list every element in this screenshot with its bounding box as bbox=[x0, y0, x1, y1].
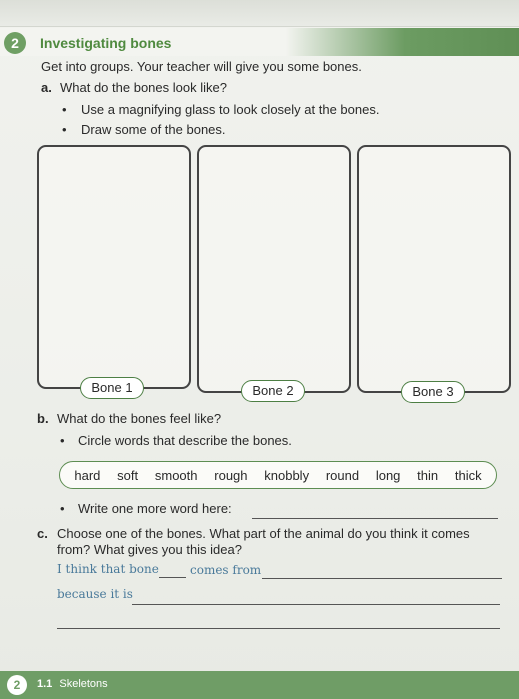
part-b-question: What do the bones feel like? bbox=[57, 411, 222, 426]
word-option[interactable]: hard bbox=[74, 467, 101, 483]
word-option[interactable]: round bbox=[325, 467, 360, 483]
task-intro: Get into groups. Your teacher will give you some bones. bbox=[41, 59, 362, 74]
part-b-bullet-write: Write one more word here: bbox=[78, 501, 232, 516]
part-b-letter: b. bbox=[37, 411, 49, 426]
drawing-box-3[interactable] bbox=[357, 145, 511, 393]
section-title: Skeletons bbox=[59, 678, 108, 690]
word-option[interactable]: knobbly bbox=[264, 467, 310, 483]
word-option[interactable]: thin bbox=[417, 467, 439, 483]
word-option[interactable]: rough bbox=[214, 467, 248, 483]
top-strip bbox=[0, 0, 519, 27]
part-a-letter: a. bbox=[41, 80, 52, 95]
part-c-letter: c. bbox=[37, 526, 48, 541]
page-number: 2 bbox=[7, 675, 27, 695]
bullet-icon: • bbox=[60, 433, 65, 448]
bone-label-2: Bone 2 bbox=[241, 380, 305, 402]
task-title: Investigating bones bbox=[40, 35, 172, 51]
prompt-because: because it is bbox=[57, 587, 133, 601]
extra-word-line[interactable] bbox=[252, 518, 498, 519]
prompt-bone: I think that bone bbox=[57, 562, 159, 576]
prompt-comes-from: comes from bbox=[190, 563, 262, 577]
because-answer-line[interactable] bbox=[132, 604, 500, 605]
word-option[interactable]: long bbox=[375, 467, 401, 483]
bone-answer-line[interactable] bbox=[159, 577, 186, 578]
word-option[interactable]: soft bbox=[117, 467, 139, 483]
page-footer bbox=[0, 671, 519, 699]
footer-section bbox=[37, 678, 108, 690]
part-a-question: What do the bones look like? bbox=[60, 80, 227, 95]
bullet-icon: • bbox=[62, 122, 67, 137]
word-option[interactable]: thick bbox=[454, 467, 482, 483]
drawing-box-1[interactable] bbox=[37, 145, 191, 389]
comes-from-answer-line[interactable] bbox=[262, 578, 502, 579]
answer-line-extra[interactable] bbox=[57, 628, 500, 629]
part-c-question-line2: from? What gives you this idea? bbox=[57, 542, 242, 557]
bullet-icon: • bbox=[62, 102, 67, 117]
drawing-box-2[interactable] bbox=[197, 145, 351, 393]
task-number-badge: 2 bbox=[4, 32, 26, 54]
bone-label-1: Bone 1 bbox=[80, 377, 144, 399]
section-number: 1.1 bbox=[37, 678, 53, 690]
bullet-icon: • bbox=[60, 501, 65, 516]
part-b-bullet-circle: Circle words that describe the bones. bbox=[78, 433, 292, 448]
word-bank bbox=[59, 461, 497, 489]
word-option[interactable]: smooth bbox=[154, 467, 198, 483]
bone-label-3: Bone 3 bbox=[401, 381, 465, 403]
part-a-bullet-2: Draw some of the bones. bbox=[81, 122, 226, 137]
part-c-question-line1: Choose one of the bones. What part of the animal do you think it comes bbox=[57, 526, 470, 541]
part-a-bullet-1: Use a magnifying glass to look closely at the bones. bbox=[81, 102, 380, 117]
